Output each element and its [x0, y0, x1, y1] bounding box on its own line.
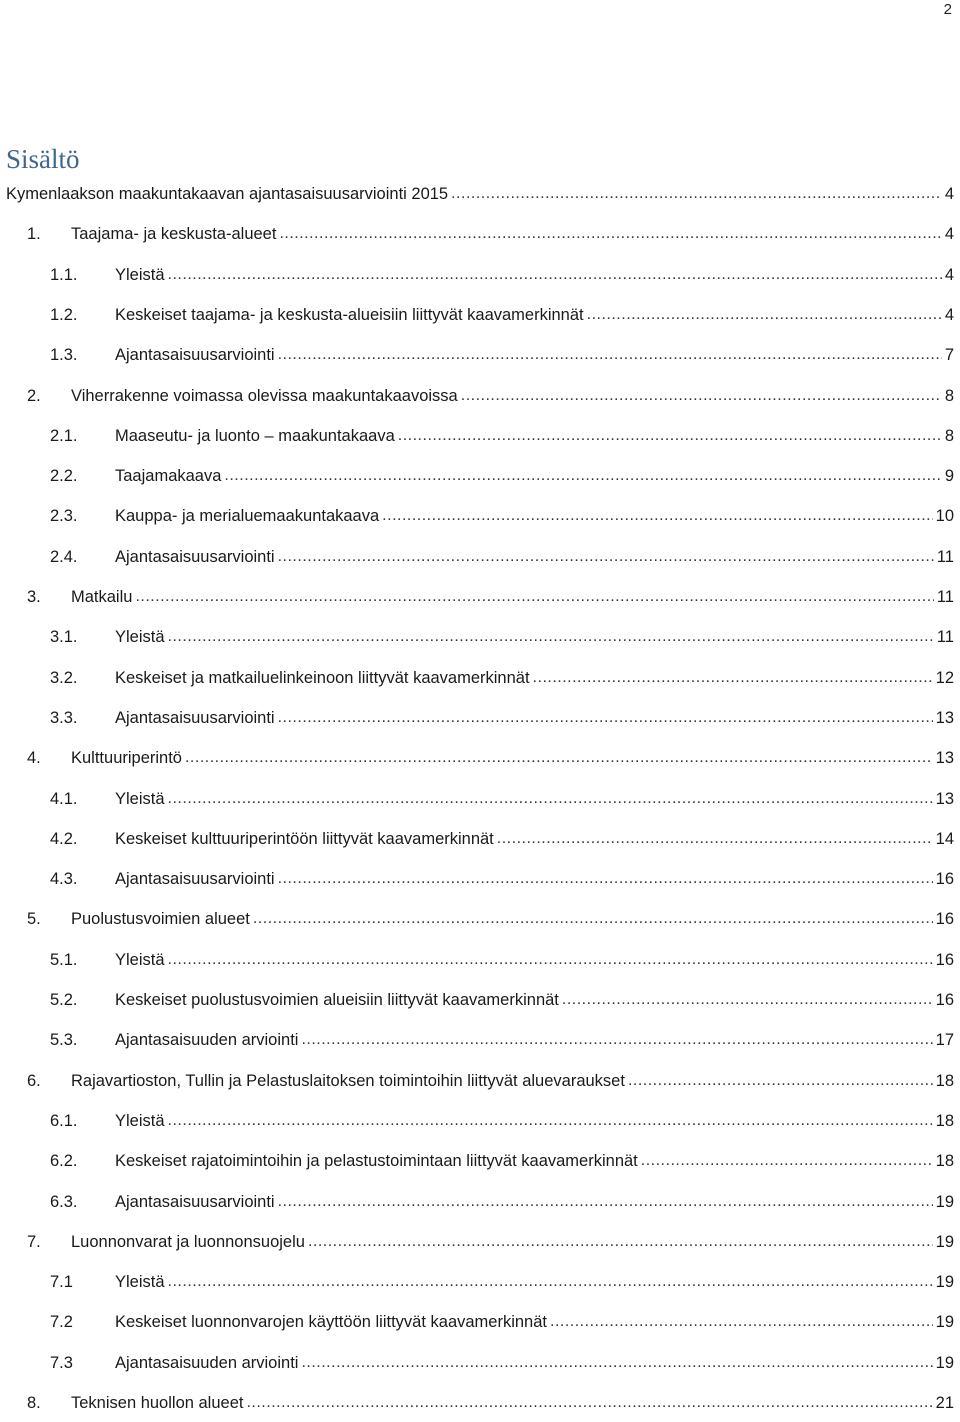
toc-entry-page: 10 — [935, 507, 954, 526]
toc-entry-page: 21 — [935, 1394, 954, 1412]
toc-entry-number: 3. — [27, 588, 41, 606]
toc-entry-title: Keskeiset kulttuuriperintöön liittyvät kaavamerkinnät — [115, 829, 494, 848]
toc-entry-page: 4 — [944, 185, 954, 203]
toc-entry-title: Ajantasaisuusarviointi — [115, 1192, 275, 1211]
toc-dot-leader — [382, 506, 932, 526]
toc-dot-leader — [224, 466, 941, 486]
toc-entry-title: Yleistä — [115, 265, 165, 284]
toc-dot-leader — [301, 1030, 932, 1050]
toc-entry[interactable] — [0, 377, 960, 415]
toc-entry-number: 5.1. — [50, 950, 78, 969]
toc-dot-leader — [497, 829, 933, 849]
toc-dot-leader — [587, 305, 942, 325]
toc-entry-title: Yleistä — [115, 628, 165, 647]
toc-dot-leader — [278, 1192, 933, 1212]
toc-entry[interactable] — [0, 1223, 960, 1261]
toc-entry-number: 2.2. — [50, 467, 78, 486]
toc-entry-number: 1. — [27, 225, 41, 244]
toc-entry-page: 4 — [944, 225, 954, 244]
toc-entry-page: 12 — [935, 668, 954, 687]
toc-entry-page: 19 — [935, 1273, 954, 1292]
toc-dot-leader — [308, 1232, 933, 1252]
toc-entry-page: 17 — [935, 1031, 954, 1050]
toc-entry[interactable] — [0, 981, 960, 1019]
toc-entry[interactable] — [0, 175, 960, 213]
toc-entry[interactable] — [0, 1062, 960, 1100]
toc-entry-title: Keskeiset luonnonvarojen käyttöön liittyvät kaavamerkinnät — [115, 1313, 547, 1332]
toc-dot-leader — [278, 869, 933, 889]
toc-entry-title: Luonnonvarat ja luonnonsuojelu — [71, 1232, 305, 1251]
toc-entry-page: 11 — [936, 588, 954, 606]
toc-dot-leader — [168, 1272, 933, 1292]
toc-entry-page: 18 — [935, 1111, 954, 1130]
toc-entry-number: 5.3. — [50, 1031, 78, 1050]
toc-entry-title: Taajama- ja keskusta-alueet — [71, 225, 277, 244]
toc-dot-leader — [461, 386, 942, 406]
toc-dot-leader — [168, 627, 934, 647]
toc-entry-number: 4.2. — [50, 829, 78, 848]
toc-dot-leader — [168, 789, 933, 809]
toc-dot-leader — [185, 748, 933, 768]
toc-entry-page: 11 — [936, 628, 954, 647]
toc-title: Sisältö — [6, 144, 80, 174]
toc-entry-title: Keskeiset ja matkailuelinkeinoon liittyvät kaavamerkinnät — [115, 668, 530, 687]
toc-entry-page: 8 — [944, 386, 954, 405]
toc-dot-leader — [533, 668, 933, 688]
toc-entry-number: 3.2. — [50, 668, 78, 687]
toc-entry[interactable] — [0, 659, 960, 697]
toc-entry[interactable] — [0, 336, 960, 374]
toc-entry[interactable] — [0, 699, 960, 737]
toc-dot-leader — [562, 990, 933, 1010]
toc-entry[interactable] — [0, 1021, 960, 1059]
toc-entry-page: 19 — [935, 1353, 954, 1372]
toc-entry-page: 7 — [944, 346, 954, 365]
toc-entry-title: Ajantasaisuuden arviointi — [115, 1031, 299, 1050]
toc-entry-page: 16 — [935, 910, 954, 929]
toc-dot-leader — [168, 265, 942, 285]
toc-entry-number: 4.1. — [50, 789, 78, 808]
toc-entry[interactable] — [0, 780, 960, 818]
toc-entry-title: Keskeiset rajatoimintoihin ja pelastustoimintaan liittyvät kaavamerkinnät — [115, 1152, 638, 1171]
toc-entry-page: 16 — [935, 870, 954, 889]
toc-entry-page: 18 — [935, 1152, 954, 1171]
toc-entry-title: Ajantasaisuusarviointi — [115, 547, 275, 566]
toc-entry[interactable] — [0, 860, 960, 898]
toc-entry-title: Ajantasaisuusarviointi — [115, 870, 275, 889]
toc-entry-title: Taajamakaava — [115, 467, 222, 486]
toc-dot-leader — [279, 224, 941, 244]
toc-dot-leader — [278, 547, 934, 567]
toc-entry-page: 4 — [944, 305, 954, 324]
toc-entry-title: Keskeiset puolustusvoimien alueisiin liittyvät kaavamerkinnät — [115, 991, 559, 1009]
toc-entry[interactable] — [0, 578, 960, 616]
toc-dot-leader — [278, 345, 942, 365]
toc-entry[interactable] — [0, 618, 960, 656]
toc-entry-number: 5.2. — [50, 991, 78, 1009]
toc-entry[interactable] — [0, 538, 960, 576]
toc-entry-number: 7.3 — [50, 1353, 73, 1372]
toc-entry-number: 1.3. — [50, 346, 78, 365]
toc-entry-number: 6.3. — [50, 1192, 78, 1211]
toc-entry-title: Rajavartioston, Tullin ja Pelastuslaitoksen toimintoihin liittyvät aluevaraukset — [71, 1071, 625, 1090]
toc-entry-number: 6. — [27, 1071, 41, 1090]
toc-entry-title: Matkailu — [71, 588, 133, 606]
toc-dot-leader — [135, 587, 933, 607]
toc-entry[interactable] — [0, 457, 960, 495]
toc-entry-title: Kauppa- ja merialuemaakuntakaava — [115, 507, 380, 526]
toc-entry-title: Kymenlaakson maakuntakaavan ajantasaisuusarviointi 2015 — [6, 185, 449, 203]
toc-entry-page: 13 — [935, 789, 954, 808]
toc-entry-page: 16 — [935, 950, 954, 969]
toc-entry-title: Yleistä — [115, 789, 165, 808]
toc-dot-leader — [398, 426, 942, 446]
toc-entry-number: 1.2. — [50, 305, 78, 324]
toc-entry-page: 19 — [935, 1192, 954, 1211]
toc-entry-title: Ajantasaisuusarviointi — [115, 346, 275, 365]
toc-entry-title: Puolustusvoimien alueet — [71, 910, 250, 929]
toc-dot-leader — [168, 1111, 933, 1131]
toc-entry[interactable] — [0, 941, 960, 979]
toc-dot-leader — [641, 1151, 933, 1171]
toc-entry-number: 7. — [27, 1232, 41, 1251]
toc-dot-leader — [451, 184, 942, 204]
toc-entry-number: 3.1. — [50, 628, 78, 647]
toc-entry[interactable] — [0, 1384, 960, 1422]
toc-entry[interactable] — [0, 1344, 960, 1382]
toc-dot-leader — [253, 909, 933, 929]
toc-entry-title: Kulttuuriperintö — [71, 749, 182, 768]
toc-dot-leader — [628, 1071, 933, 1091]
toc-entry-number: 2.3. — [50, 507, 78, 526]
toc-entry-page: 14 — [935, 829, 954, 848]
toc-dot-leader — [301, 1353, 932, 1373]
toc-entry-title: Yleistä — [115, 1273, 165, 1292]
toc-entry-number: 6.2. — [50, 1152, 78, 1171]
toc-entry-title: Yleistä — [115, 950, 165, 969]
toc-entry-title: Teknisen huollon alueet — [71, 1394, 244, 1412]
toc-entry-number: 7.2 — [50, 1313, 73, 1332]
toc-entry[interactable] — [0, 256, 960, 294]
toc-entry-page: 4 — [944, 265, 954, 284]
toc-entry[interactable] — [0, 820, 960, 858]
toc-entry-number: 6.1. — [50, 1111, 78, 1130]
toc-entry-page: 9 — [944, 467, 954, 486]
toc-entry[interactable] — [0, 497, 960, 535]
toc-entry[interactable] — [0, 215, 960, 253]
toc-entry[interactable] — [0, 900, 960, 938]
toc-entry-page: 18 — [935, 1071, 954, 1090]
toc-entry-number: 2. — [27, 386, 41, 405]
page-number: 2 — [943, 1, 952, 18]
toc-entry-number: 3.3. — [50, 708, 78, 727]
toc-entry[interactable] — [0, 1303, 960, 1341]
toc-entry[interactable] — [0, 1183, 960, 1221]
toc-entry-number: 2.1. — [50, 426, 78, 445]
toc-entry-number: 7.1 — [50, 1273, 73, 1292]
toc-entry[interactable] — [0, 417, 960, 455]
toc-entry-title: Ajantasaisuuden arviointi — [115, 1353, 299, 1372]
toc-entry-number: 1.1. — [50, 265, 78, 284]
toc-entry-page: 19 — [935, 1313, 954, 1332]
toc-entry-title: Viherrakenne voimassa olevissa maakuntakaavoissa — [71, 386, 458, 405]
toc-entry[interactable] — [0, 1102, 960, 1140]
toc-entry-page: 13 — [935, 708, 954, 727]
toc-entry-page: 11 — [936, 547, 954, 566]
toc-entry-number: 5. — [27, 910, 41, 929]
toc-entry-number: 2.4. — [50, 547, 78, 566]
toc-entry-number: 4. — [27, 749, 41, 768]
toc-entry-page: 16 — [935, 991, 954, 1009]
toc-entry-number: 8. — [27, 1394, 41, 1412]
toc-entry-title: Keskeiset taajama- ja keskusta-alueisiin liittyvät kaavamerkinnät — [115, 305, 584, 324]
toc-entry-page: 8 — [944, 426, 954, 445]
toc-dot-leader — [246, 1393, 932, 1413]
toc-entry[interactable] — [0, 296, 960, 334]
toc-entry-page: 13 — [935, 749, 954, 768]
toc-dot-leader — [278, 708, 933, 728]
toc-entry-page: 19 — [935, 1232, 954, 1251]
toc-entry-title: Maaseutu- ja luonto – maakuntakaava — [115, 426, 395, 445]
toc-entry-number: 4.3. — [50, 870, 78, 889]
toc-dot-leader — [550, 1312, 933, 1332]
toc-entry-title: Ajantasaisuusarviointi — [115, 708, 275, 727]
toc-entry[interactable] — [0, 739, 960, 777]
toc-entry[interactable] — [0, 1263, 960, 1301]
toc-dot-leader — [168, 950, 933, 970]
toc-entry-title: Yleistä — [115, 1111, 165, 1130]
toc-entry[interactable] — [0, 1142, 960, 1180]
